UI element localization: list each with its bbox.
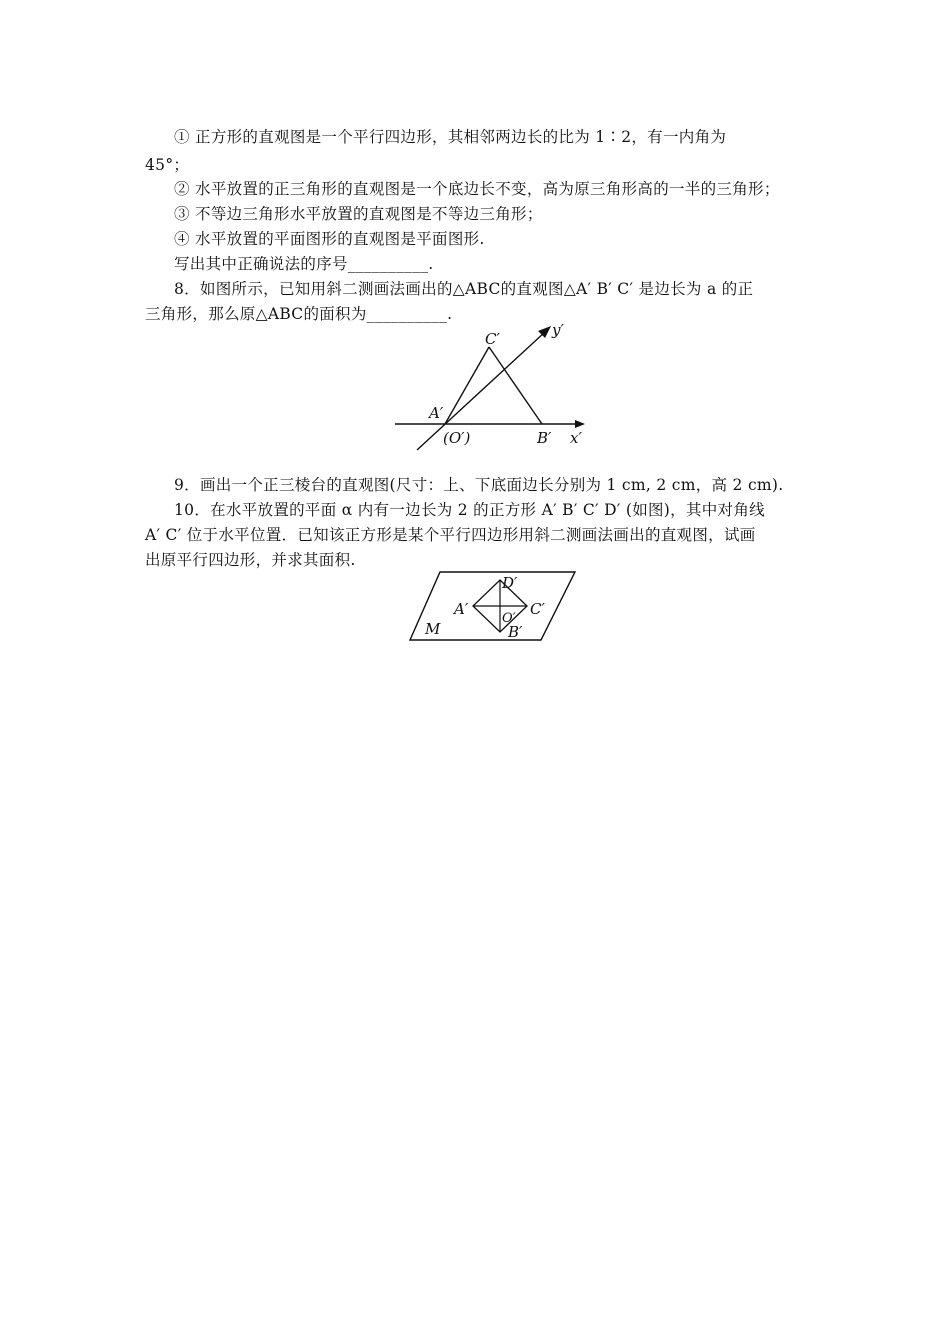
label-o: (O′) [443, 429, 471, 447]
figure-8-oblique-triangle [385, 318, 595, 458]
label-m: M [425, 620, 441, 638]
question-8-line-1: 8．如图所示，已知用斜二测画法画出的△ABC的直观图△A′ B′ C′ 是边长为 a 的正 [174, 280, 754, 298]
label-b: B′ [537, 429, 552, 447]
label-c: C′ [485, 330, 500, 348]
x-axis-arrow [575, 420, 585, 428]
label-c: C′ [530, 600, 545, 618]
label-a: A′ [454, 600, 469, 618]
question-10-line-1: 10．在水平放置的平面 α 内有一边长为 2 的正方形 A′ B′ C′ D′ (如图)，其中对角线 [174, 501, 765, 519]
label-a: A′ [429, 404, 444, 422]
statement-1-line-1: ① 正方形的直观图是一个平行四边形，其相邻两边长的比为 1∶2，有一内角为 [174, 128, 727, 146]
label-b: B′ [508, 623, 523, 641]
statement-1-line-2: 45°； [145, 156, 190, 174]
y-axis-line [417, 332, 545, 450]
statement-2: ② 水平放置的正三角形的直观图是一个底边长不变，高为原三角形高的一半的三角形； [174, 180, 780, 198]
label-y: y′ [552, 321, 564, 339]
question-7-prompt: 写出其中正确说法的序号__________. [174, 255, 434, 273]
statement-3: ③ 不等边三角形水平放置的直观图是不等边三角形； [174, 205, 543, 223]
label-d: D′ [502, 574, 518, 592]
statement-4: ④ 水平放置的平面图形的直观图是平面图形. [174, 230, 485, 248]
figure-10-parallelogram-square [405, 568, 585, 648]
question-10-line-2: A′ C′ 位于水平位置．已知该正方形是某个平行四边形用斜二测画法画出的直观图，试画 [145, 526, 756, 544]
triangle-side-ac [445, 347, 489, 424]
label-o: O′ [502, 611, 516, 626]
question-9: 9．画出一个正三棱台的直观图(尺寸：上、下底面边长分别为 1 cm, 2 cm，高 2 cm). [174, 476, 784, 494]
question-8-line-2: 三角形，那么原△ABC的面积为__________. [145, 305, 453, 323]
label-x: x′ [570, 429, 582, 447]
question-10-line-3: 出原平行四边形，并求其面积. [145, 551, 356, 569]
